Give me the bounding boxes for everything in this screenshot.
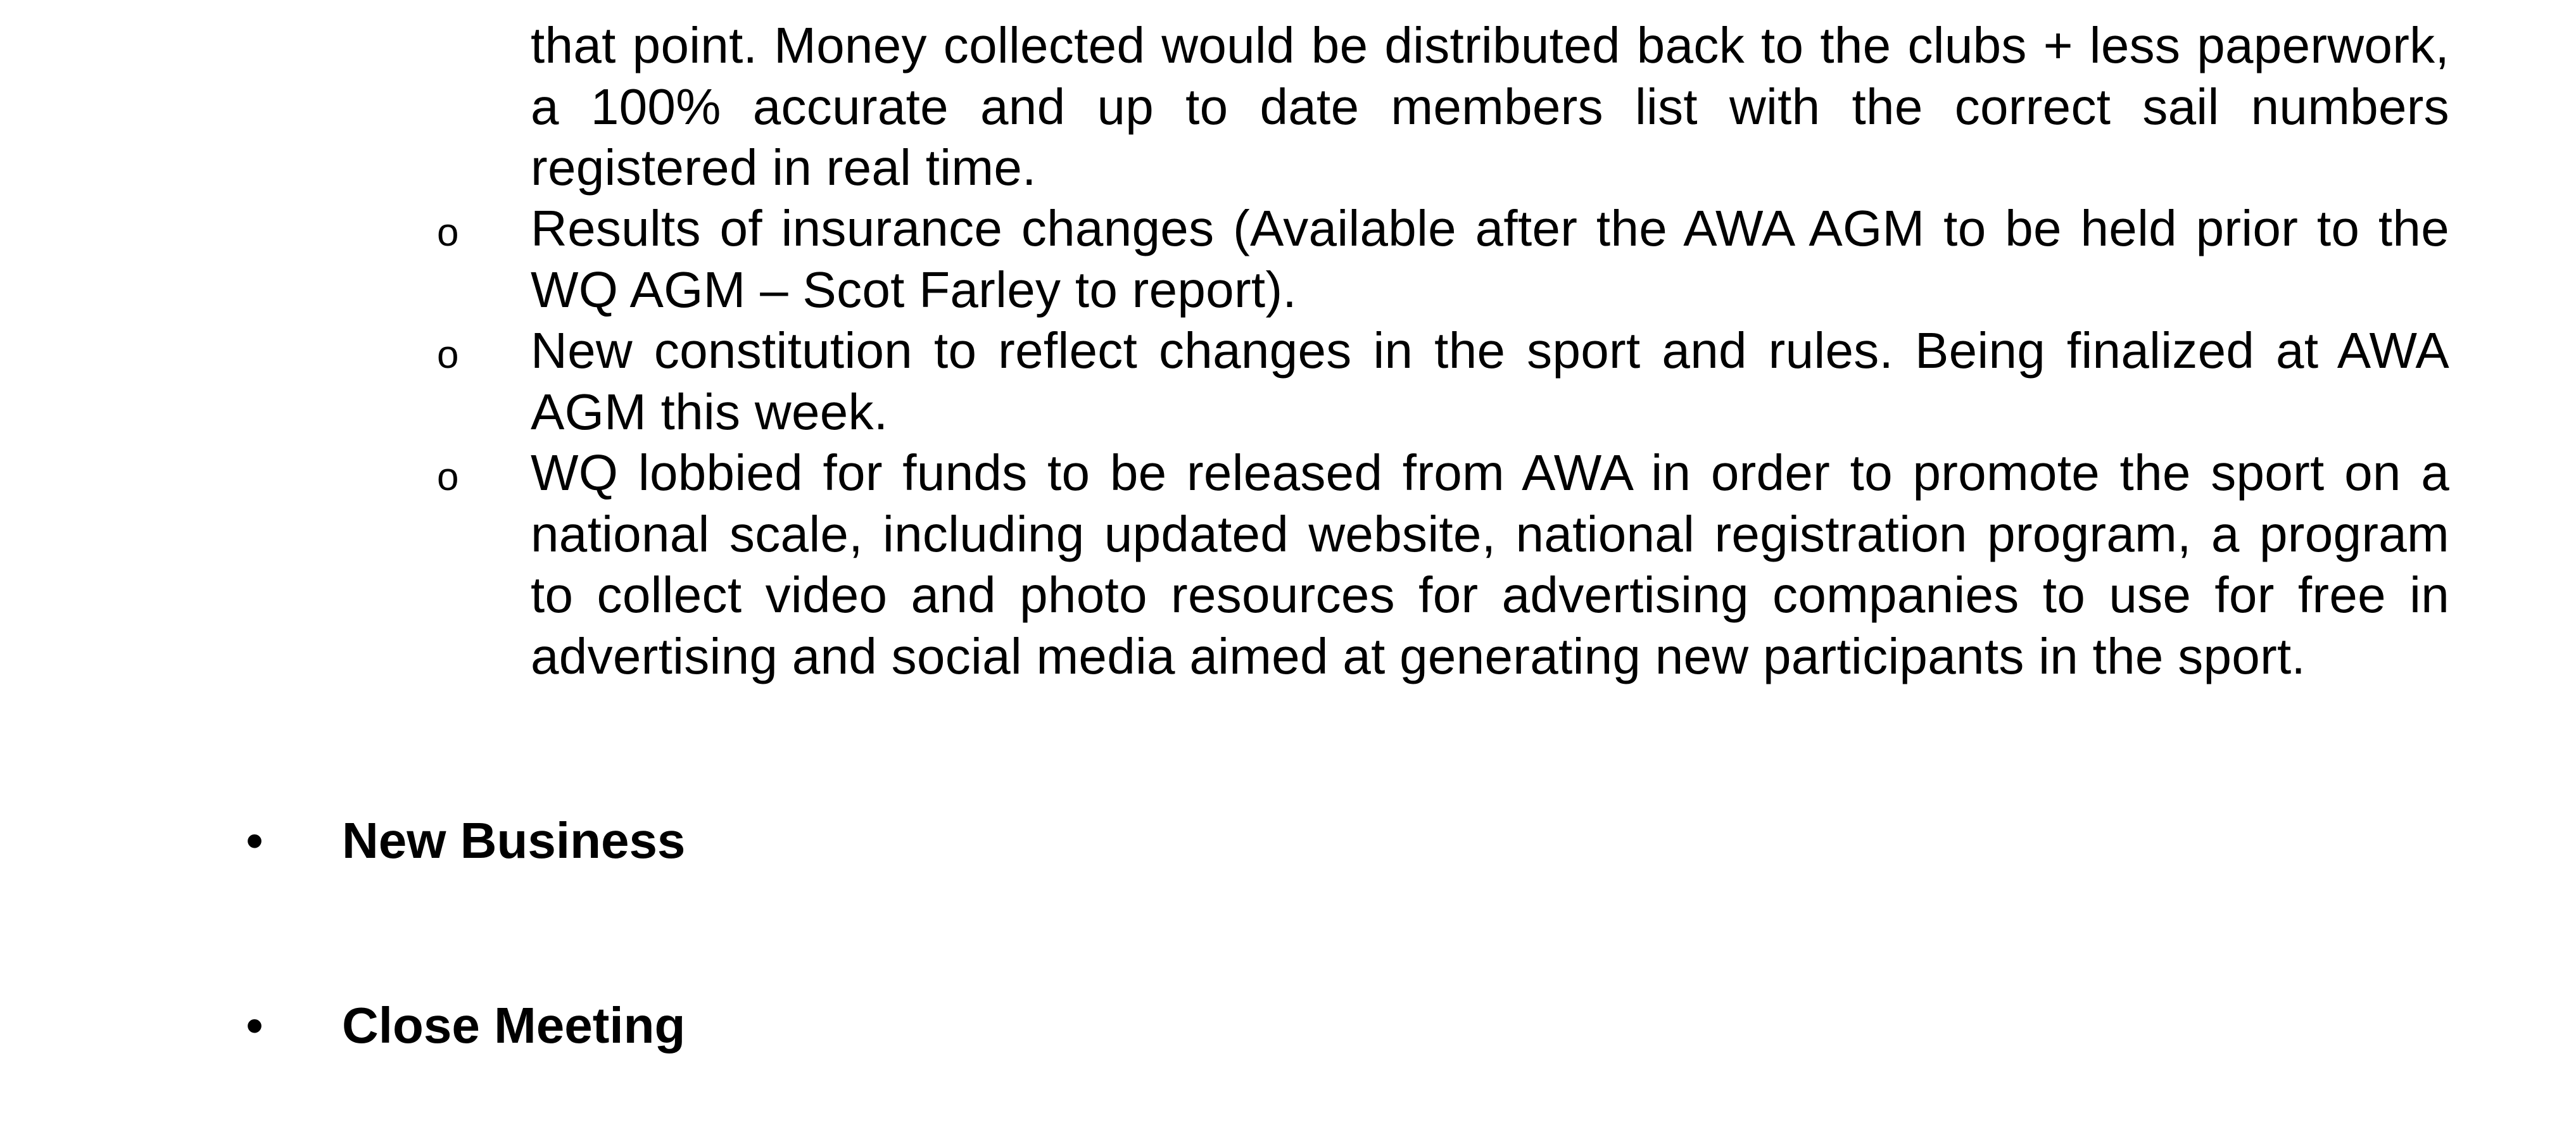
heading-new-business: New Business: [342, 812, 686, 869]
sub-item-constitution: New constitution to reflect changes in the sport and rules. Being finalized at AWA AGM this week.: [531, 322, 2449, 440]
sub-item-insurance: Results of insurance changes (Available after the AWA AGM to be held prior to the WQ AGM – Scot Farley to report).: [531, 200, 2449, 318]
section-bullet-close-meeting: •: [246, 997, 264, 1053]
sub-bullet-3: o: [437, 455, 459, 499]
continuation-paragraph: that point. Money collected would be distributed back to the clubs + less paperwork, a 100% accurate and up to date members list with the correct sail numbers registered in real time.: [531, 17, 2449, 196]
heading-close-meeting: Close Meeting: [342, 997, 686, 1053]
sub-item-funding: WQ lobbied for funds to be released from AWA in order to promote the sport on a national scale, including updated website, national registration program, a program to collect video and photo resources for advertising companies to use for free in advertising and social media aimed at generating new participants in the sport.: [531, 444, 2449, 684]
section-bullet-new-business: •: [246, 812, 264, 869]
sub-bullet-1: o: [437, 211, 459, 255]
sub-bullet-2: o: [437, 333, 459, 377]
